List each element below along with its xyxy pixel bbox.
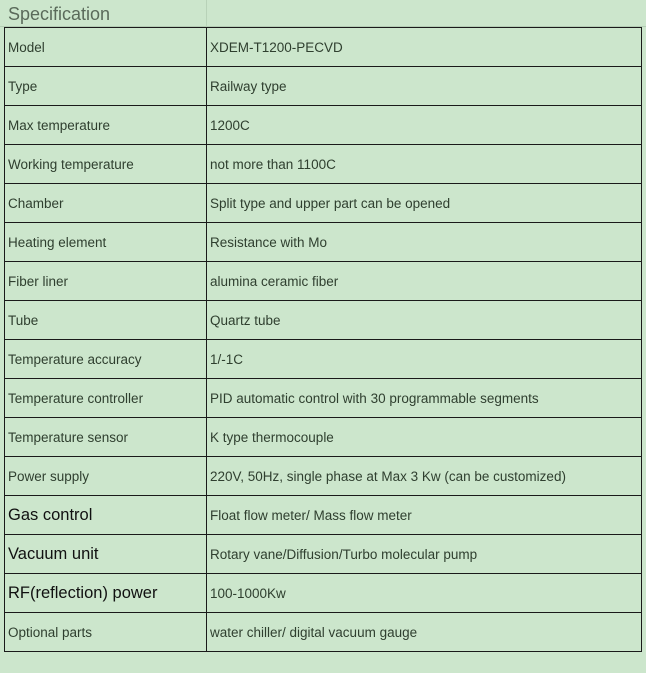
specification-table — [4, 27, 642, 652]
row-label: Temperature sensor — [5, 418, 207, 457]
table-row — [5, 496, 642, 535]
table-row — [5, 106, 642, 145]
table-row — [5, 145, 642, 184]
row-value: Quartz tube — [207, 301, 642, 340]
table-row — [5, 28, 642, 67]
row-label: Power supply — [5, 457, 207, 496]
row-label: Fiber liner — [5, 262, 207, 301]
row-value: K type thermocouple — [207, 418, 642, 457]
table-row — [5, 262, 642, 301]
row-label: Tube — [5, 301, 207, 340]
row-value: alumina ceramic fiber — [207, 262, 642, 301]
table-row — [5, 574, 642, 613]
table-row — [5, 379, 642, 418]
row-value: 100-1000Kw — [207, 574, 642, 613]
row-label: Model — [5, 28, 207, 67]
row-value: 1/-1C — [207, 340, 642, 379]
row-label: Heating element — [5, 223, 207, 262]
table-row — [5, 613, 642, 652]
row-label: Gas control — [5, 496, 207, 535]
table-row — [5, 223, 642, 262]
title-row — [0, 0, 646, 27]
row-label: Working temperature — [5, 145, 207, 184]
row-value: Rotary vane/Diffusion/Turbo molecular pump — [207, 535, 642, 574]
row-value: PID automatic control with 30 programmable segments — [207, 379, 642, 418]
row-value: XDEM-T1200-PECVD — [207, 28, 642, 67]
row-value: water chiller/ digital vacuum gauge — [207, 613, 642, 652]
row-value: Float flow meter/ Mass flow meter — [207, 496, 642, 535]
row-label: Type — [5, 67, 207, 106]
row-label: Optional parts — [5, 613, 207, 652]
row-value: not more than 1100C — [207, 145, 642, 184]
row-label: Max temperature — [5, 106, 207, 145]
grid-line — [206, 0, 207, 27]
row-value: 220V, 50Hz, single phase at Max 3 Kw (can be customized) — [207, 457, 642, 496]
row-value: Resistance with Mo — [207, 223, 642, 262]
table-row — [5, 418, 642, 457]
row-value: Railway type — [207, 67, 642, 106]
row-value: 1200C — [207, 106, 642, 145]
table-row — [5, 184, 642, 223]
row-label: Temperature accuracy — [5, 340, 207, 379]
page-title: Specification — [8, 4, 111, 24]
row-label: Vacuum unit — [5, 535, 207, 574]
table-row — [5, 457, 642, 496]
table-row — [5, 301, 642, 340]
table-row — [5, 67, 642, 106]
table-row — [5, 535, 642, 574]
row-value: Split type and upper part can be opened — [207, 184, 642, 223]
row-label: RF(reflection) power — [5, 574, 207, 613]
table-row — [5, 340, 642, 379]
row-label: Temperature controller — [5, 379, 207, 418]
row-label: Chamber — [5, 184, 207, 223]
